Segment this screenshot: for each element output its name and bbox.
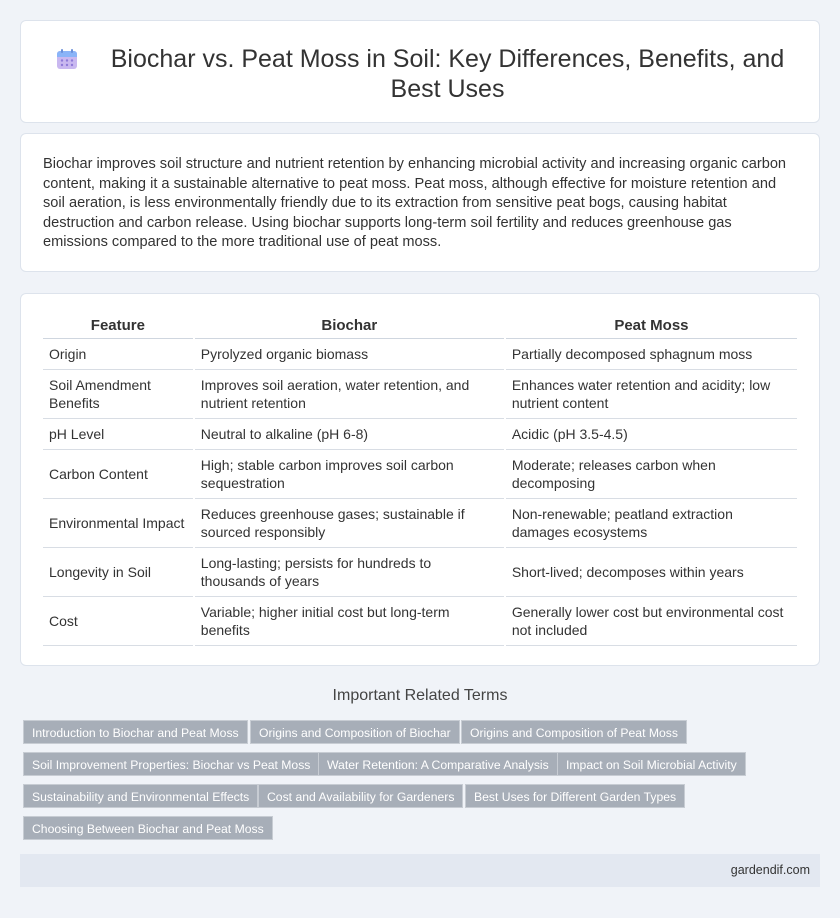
related-terms-heading: Important Related Terms xyxy=(332,687,508,704)
page-title: Biochar vs. Peat Moss in Soil: Key Differences, Benefits, and Best Uses xyxy=(110,45,785,103)
table-row xyxy=(43,450,797,499)
table-cell: pH Level xyxy=(43,419,193,450)
table-cell: Short-lived; decomposes within years xyxy=(506,548,797,597)
related-term-tag[interactable]: Choosing Between Biochar and Peat Moss xyxy=(23,816,273,840)
table-cell: Neutral to alkaline (pH 6-8) xyxy=(195,419,504,450)
header-feature: Feature xyxy=(43,313,193,339)
table-row xyxy=(43,499,797,548)
related-term-tag[interactable]: Introduction to Biochar and Peat Moss xyxy=(23,720,248,744)
table-cell: Partially decomposed sphagnum moss xyxy=(506,339,797,370)
table-cell: Non-renewable; peatland extraction damages ecosystems xyxy=(506,499,797,548)
table-row xyxy=(43,370,797,419)
table-row xyxy=(43,419,797,450)
table-cell: Reduces greenhouse gases; sustainable if sourced responsibly xyxy=(195,499,504,548)
table-cell: Soil Amendment Benefits xyxy=(43,370,193,419)
table-cell: Pyrolyzed organic biomass xyxy=(195,339,504,370)
site-link[interactable]: gardendif.com xyxy=(730,863,810,877)
header-biochar: Biochar xyxy=(195,313,504,339)
footer xyxy=(20,854,820,887)
table-cell: Acidic (pH 3.5-4.5) xyxy=(506,419,797,450)
table-cell: Carbon Content xyxy=(43,450,193,499)
intro-paragraph: Biochar improves soil structure and nutrient retention by enhancing microbial activity and increasing organic carbon content, making it a sustainable alternative to peat moss. Peat moss, although effective for moisture retention and soil aeration, is less environmentally friendly due to its extraction from sensitive peat bogs, causing habitat destruction and carbon release. Using biochar supports long-term soil fertility and reduces greenhouse gas emissions compared to the more traditional use of peat moss. xyxy=(43,156,787,251)
intro-card xyxy=(20,133,820,272)
table-cell: High; stable carbon improves soil carbon sequestration xyxy=(195,450,504,499)
comparison-table xyxy=(41,313,799,646)
table-cell: Moderate; releases carbon when decomposing xyxy=(506,450,797,499)
table-header-row xyxy=(43,313,797,339)
calendar-icon xyxy=(56,48,78,70)
related-term-tag[interactable]: Best Uses for Different Garden Types xyxy=(465,784,685,808)
table-cell: Cost xyxy=(43,597,193,646)
related-term-tag[interactable]: Cost and Availability for Gardeners xyxy=(258,784,463,808)
title-card xyxy=(20,20,820,123)
table-row xyxy=(43,548,797,597)
comparison-card xyxy=(20,293,820,666)
table-row xyxy=(43,339,797,370)
related-term-tag[interactable]: Impact on Soil Microbial Activity xyxy=(557,752,746,776)
table-cell: Long-lasting; persists for hundreds to thousands of years xyxy=(195,548,504,597)
table-cell: Origin xyxy=(43,339,193,370)
table-cell: Variable; higher initial cost but long-term benefits xyxy=(195,597,504,646)
table-cell: Environmental Impact xyxy=(43,499,193,548)
table-cell: Longevity in Soil xyxy=(43,548,193,597)
related-term-tag[interactable]: Soil Improvement Properties: Biochar vs Peat Moss xyxy=(23,752,319,776)
related-term-tag[interactable]: Water Retention: A Comparative Analysis xyxy=(318,752,558,776)
related-term-tag[interactable]: Sustainability and Environmental Effects xyxy=(23,784,258,808)
table-cell: Enhances water retention and acidity; low nutrient content xyxy=(506,370,797,419)
table-cell: Improves soil aeration, water retention, and nutrient retention xyxy=(195,370,504,419)
table-cell: Generally lower cost but environmental cost not included xyxy=(506,597,797,646)
related-term-tag[interactable]: Origins and Composition of Biochar xyxy=(250,720,460,744)
table-row xyxy=(43,597,797,646)
related-term-tag[interactable]: Origins and Composition of Peat Moss xyxy=(461,720,687,744)
header-peat-moss: Peat Moss xyxy=(506,313,797,339)
